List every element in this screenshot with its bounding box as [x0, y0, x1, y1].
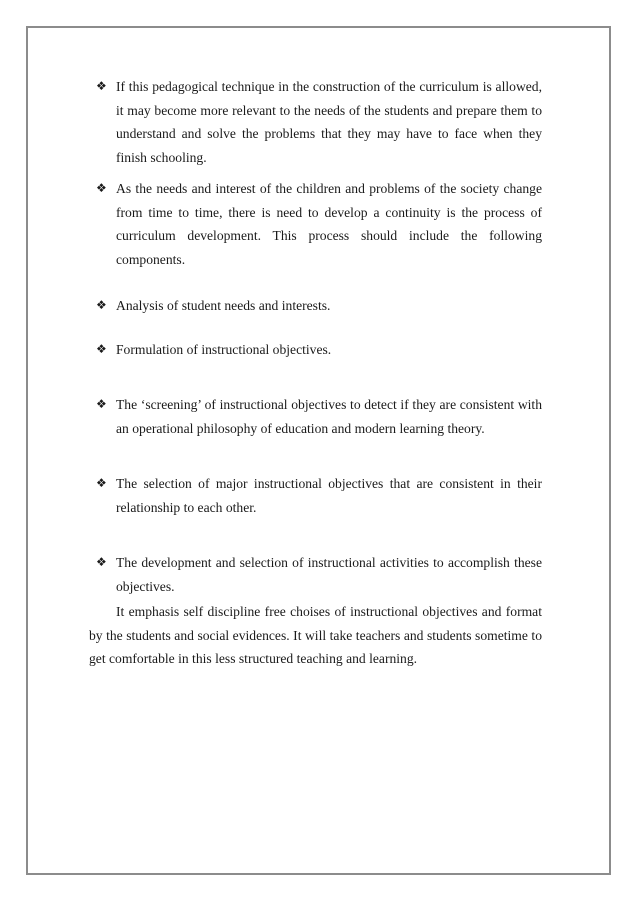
bullet-text: As the needs and interest of the children and problems of the society change from time to time, there is need to develop a continuity is the process of curriculum development. This process should include the following components.	[116, 181, 542, 267]
bullet-item	[96, 393, 542, 440]
bullet-text: The development and selection of instructional activities to accomplish these objectives.	[116, 555, 542, 594]
closing-paragraph: It emphasis self discipline free choises of instructional objectives and format by the students and social evidences. It will take teachers and students sometime to get comfortable in this less structured teaching and learning.	[89, 604, 542, 666]
diamond-bullet-icon: ❖	[96, 476, 107, 490]
bullet-text: Analysis of student needs and interests.	[116, 298, 331, 313]
diamond-bullet-icon: ❖	[96, 79, 107, 93]
diamond-bullet-icon: ❖	[96, 298, 107, 312]
bullet-item	[96, 551, 542, 598]
bullet-text: The ‘screening’ of instructional objectives to detect if they are consistent with an operational philosophy of education and modern learning theory.	[116, 397, 542, 436]
diamond-bullet-icon: ❖	[96, 181, 107, 195]
bullet-text: Formulation of instructional objectives.	[116, 342, 332, 357]
bullet-text: The selection of major instructional objectives that are consistent in their relationship to each other.	[116, 476, 542, 515]
bullet-item	[96, 75, 542, 169]
bullet-item	[96, 294, 542, 318]
bullet-item	[96, 177, 542, 271]
bullet-item	[96, 472, 542, 519]
bullet-text: If this pedagogical technique in the construction of the curriculum is allowed, it may become more relevant to the needs of the students and prepare them to understand and solve the problems that they may have to face when they finish schooling.	[116, 79, 542, 165]
diamond-bullet-icon: ❖	[96, 397, 107, 411]
diamond-bullet-icon: ❖	[96, 555, 107, 569]
bullet-item	[96, 338, 542, 362]
diamond-bullet-icon: ❖	[96, 342, 107, 356]
